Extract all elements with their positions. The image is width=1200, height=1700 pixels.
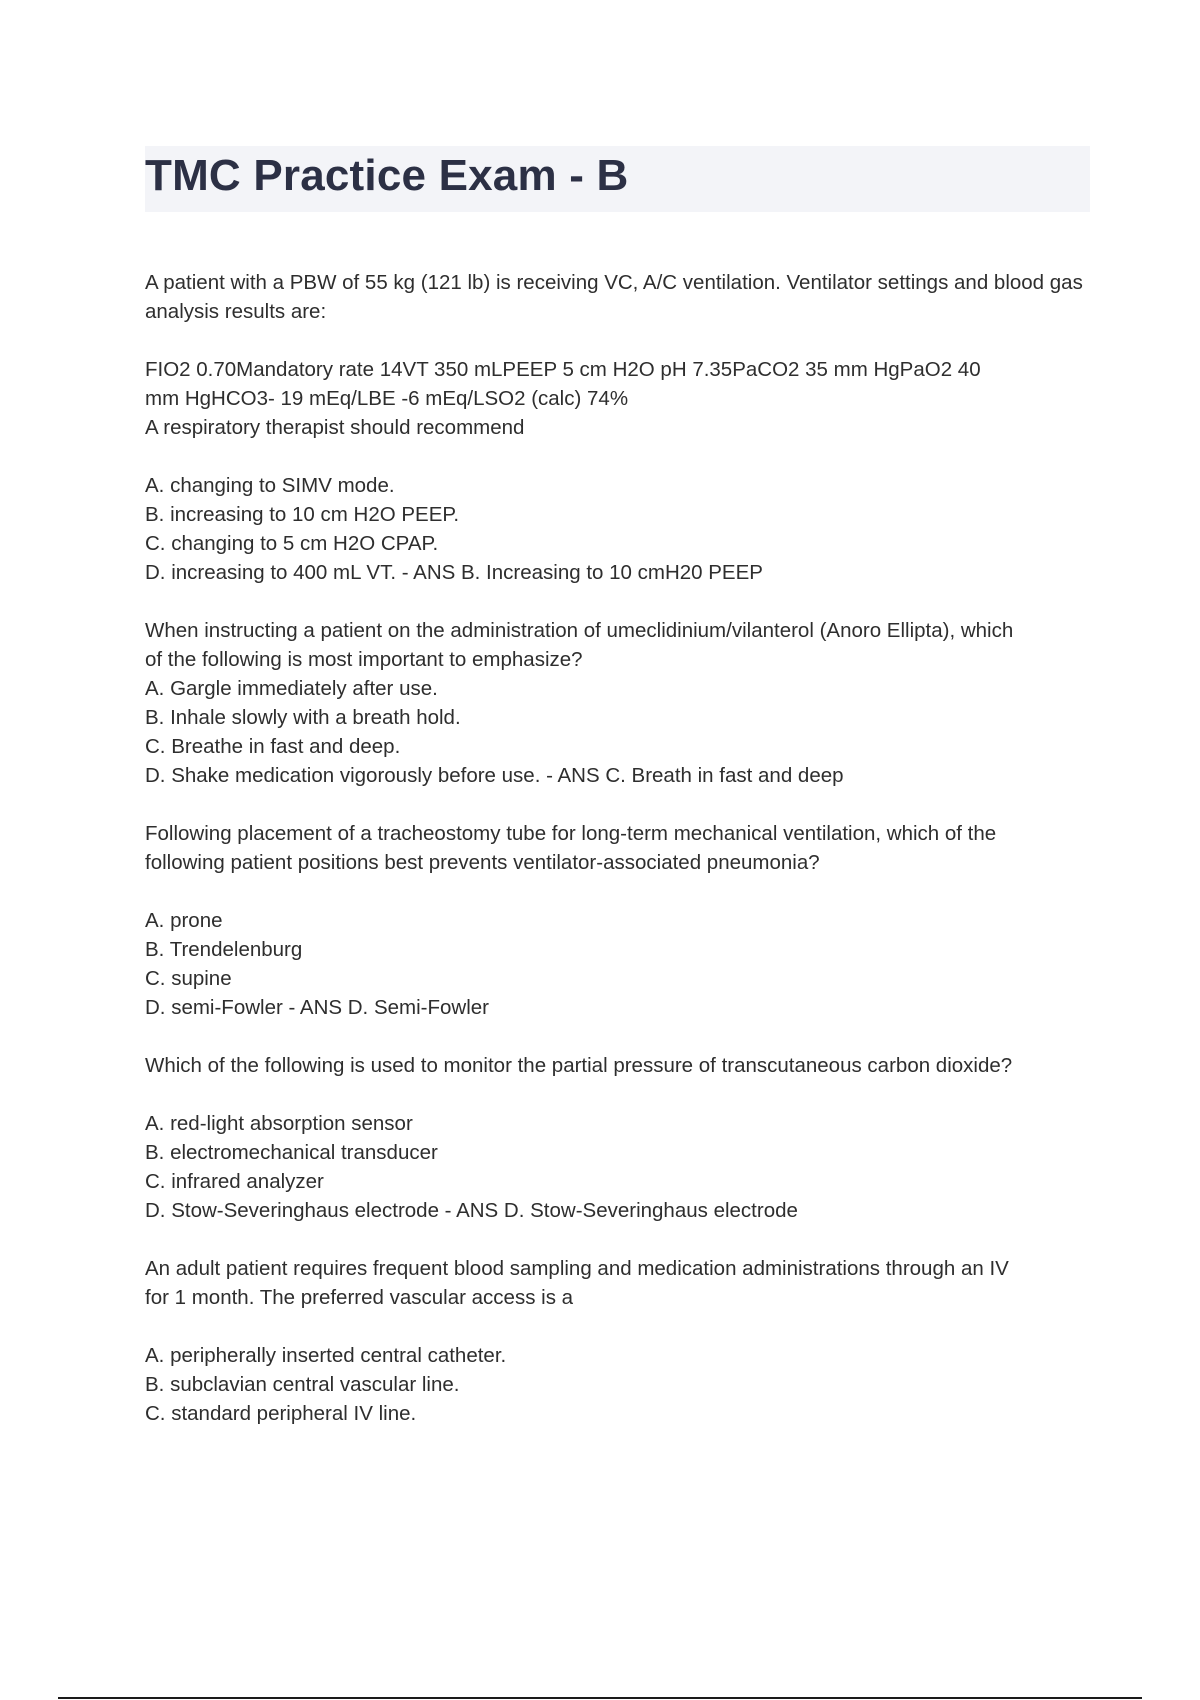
question-4-option-d-answer: D. Stow-Severinghaus electrode - ANS D. Stow-Severinghaus electrode — [145, 1199, 798, 1222]
question-4-option-a: A. red-light absorption sensor — [145, 1112, 413, 1135]
question-2-option-a: A. Gargle immediately after use. — [145, 677, 438, 700]
question-3-option-c: C. supine — [145, 967, 232, 990]
page-title: TMC Practice Exam - B — [145, 151, 629, 200]
question-5 — [145, 1254, 1090, 1428]
question-4-option-c: C. infrared analyzer — [145, 1170, 324, 1193]
question-2-option-c: C. Breathe in fast and deep. — [145, 735, 401, 758]
question-3-option-d-answer: D. semi-Fowler - ANS D. Semi-Fowler — [145, 996, 489, 1019]
question-3-stem: following patient positions best prevents ventilator-associated pneumonia? — [145, 851, 820, 874]
question-1-option-d-answer: D. increasing to 400 mL VT. - ANS B. Increasing to 10 cmH20 PEEP — [145, 561, 763, 584]
question-1-option-c: C. changing to 5 cm H2O CPAP. — [145, 532, 439, 555]
question-5-option-b: B. subclavian central vascular line. — [145, 1373, 460, 1396]
question-5-stem: An adult patient requires frequent blood sampling and medication administrations through an IV — [145, 1257, 1009, 1280]
question-5-option-a: A. peripherally inserted central catheter. — [145, 1344, 507, 1367]
question-2-stem: When instructing a patient on the administration of umeclidinium/vilanterol (Anoro Ellipta), which — [145, 619, 1014, 642]
question-3-stem: Following placement of a tracheostomy tube for long-term mechanical ventilation, which of the — [145, 822, 997, 845]
question-4 — [145, 1051, 1090, 1225]
question-2 — [145, 616, 1090, 790]
question-4-stem: Which of the following is used to monitor the partial pressure of transcutaneous carbon dioxide? — [145, 1054, 1013, 1077]
question-1-data-line: FIO2 0.70Mandatory rate 14VT 350 mLPEEP 5 cm H2O pH 7.35PaCO2 35 mm HgPaO2 40 — [145, 358, 981, 381]
footer-divider — [58, 1697, 1142, 1699]
question-1-option-b: B. increasing to 10 cm H2O PEEP. — [145, 503, 460, 526]
question-3 — [145, 819, 1090, 1022]
question-3-option-a: A. prone — [145, 909, 223, 932]
question-2-stem: of the following is most important to emphasize? — [145, 648, 583, 671]
question-1-option-a: A. changing to SIMV mode. — [145, 474, 395, 497]
question-3-option-b: B. Trendelenburg — [145, 938, 303, 961]
question-5-stem: for 1 month. The preferred vascular access is a — [145, 1286, 574, 1309]
question-1-prompt: A respiratory therapist should recommend — [145, 416, 525, 439]
question-1-data-line: mm HgHCO3- 19 mEq/LBE -6 mEq/LSO2 (calc) 74% — [145, 387, 629, 410]
question-2-option-b: B. Inhale slowly with a breath hold. — [145, 706, 461, 729]
question-1 — [145, 268, 1090, 587]
question-2-option-d-answer: D. Shake medication vigorously before use. - ANS C. Breath in fast and deep — [145, 764, 844, 787]
question-1-stem: A patient with a PBW of 55 kg (121 lb) is receiving VC, A/C ventilation. Ventilator settings and blood gas analysis results are: — [145, 271, 1083, 323]
question-5-option-c: C. standard peripheral IV line. — [145, 1402, 417, 1425]
document-body — [145, 268, 1090, 1428]
question-4-option-b: B. electromechanical transducer — [145, 1141, 438, 1164]
